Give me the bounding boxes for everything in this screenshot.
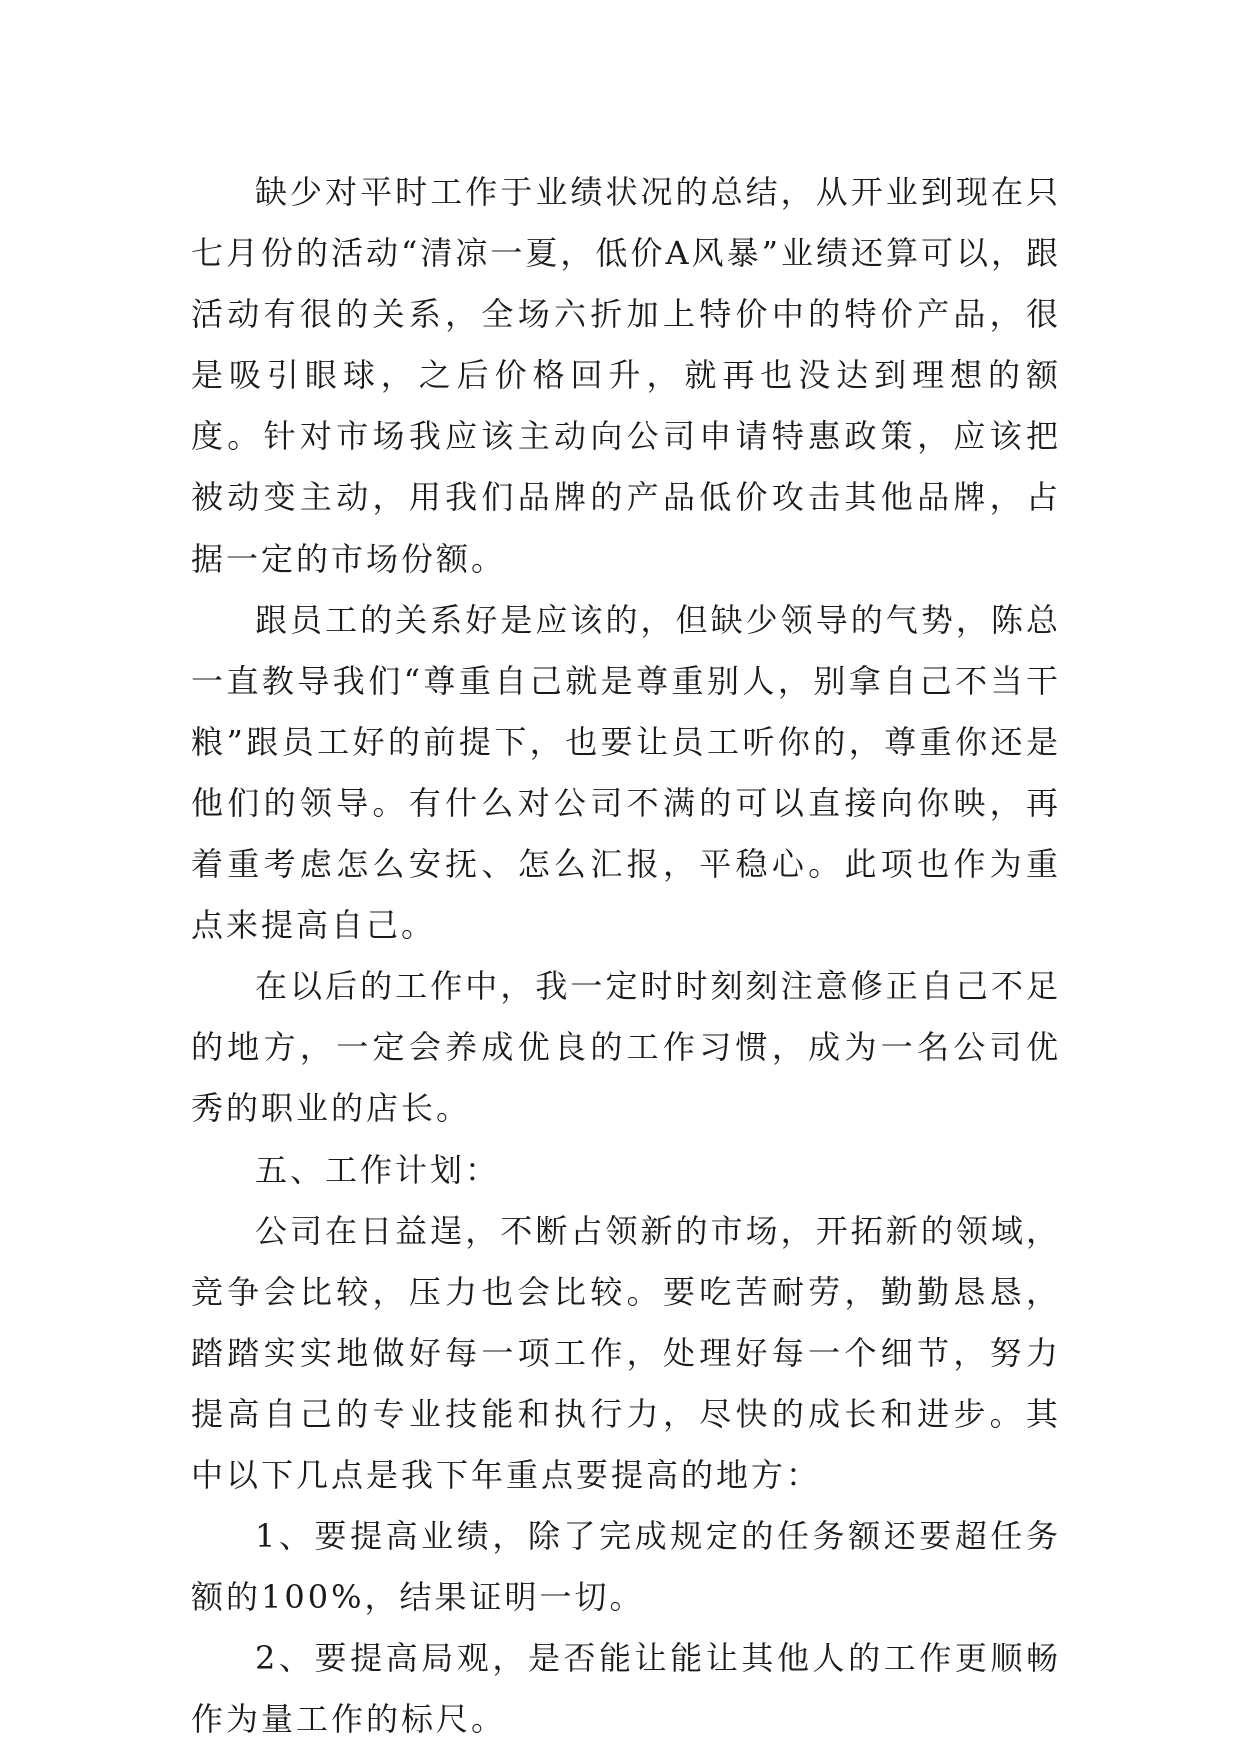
paragraph-staff-relations: 跟员工的关系好是应该的，但缺少领导的气势，陈总一直教导我们“尊重自己就是尊重别人，别拿自己不当干粮”跟员工好的前提下，也要让员工听你的，尊重你还是他们的领导。有什么对公司不满的可以直接向你映，再着重考虑怎么安抚、怎么汇报，平稳心。此项也作为重点来提高自己。 xyxy=(191,600,1061,945)
section-heading-work-plan: 五、工作计划： xyxy=(255,1150,501,1189)
list-item-2: 2、要提高局观，是否能让能让其他人的工作更顺畅作为量工作的标尺。 xyxy=(191,1639,1061,1739)
list-item-1: 1、要提高业绩，除了完成规定的任务额还要超任务额的100%，结果证明一切。 xyxy=(191,1517,1061,1617)
paragraph-company-growth: 公司在日益逞，不断占领新的市场，开拓新的领域，竞争会比较，压力也会比较。要吃苦耐劳，勤勤恳恳，踏踏实实地做好每一项工作，处理好每一个细节，努力提高自己的专业技能和执行力，尽快的成长和进步。其中以下几点是我下年重点要提高的地方： xyxy=(191,1211,1061,1494)
document-body xyxy=(191,162,1061,1750)
paragraph-future-work: 在以后的工作中，我一定时时刻刻注意修正自己不足的地方，一定会养成优良的工作习惯，成为一名公司优秀的职业的店长。 xyxy=(191,967,1061,1128)
paragraph-sales-summary: 缺少对平时工作于业绩状况的总结，从开业到现在只七月份的活动“清凉一夏，低价A风暴”业绩还算可以，跟活动有很的关系，全场六折加上特价中的特价产品，很是吸引眼球，之后价格回升，就再也没达到理想的额度。针对市场我应该主动向公司申请特惠政策，应该把被动变主动，用我们品牌的产品低价攻击其他品牌，占据一定的市场份额。 xyxy=(191,173,1061,578)
